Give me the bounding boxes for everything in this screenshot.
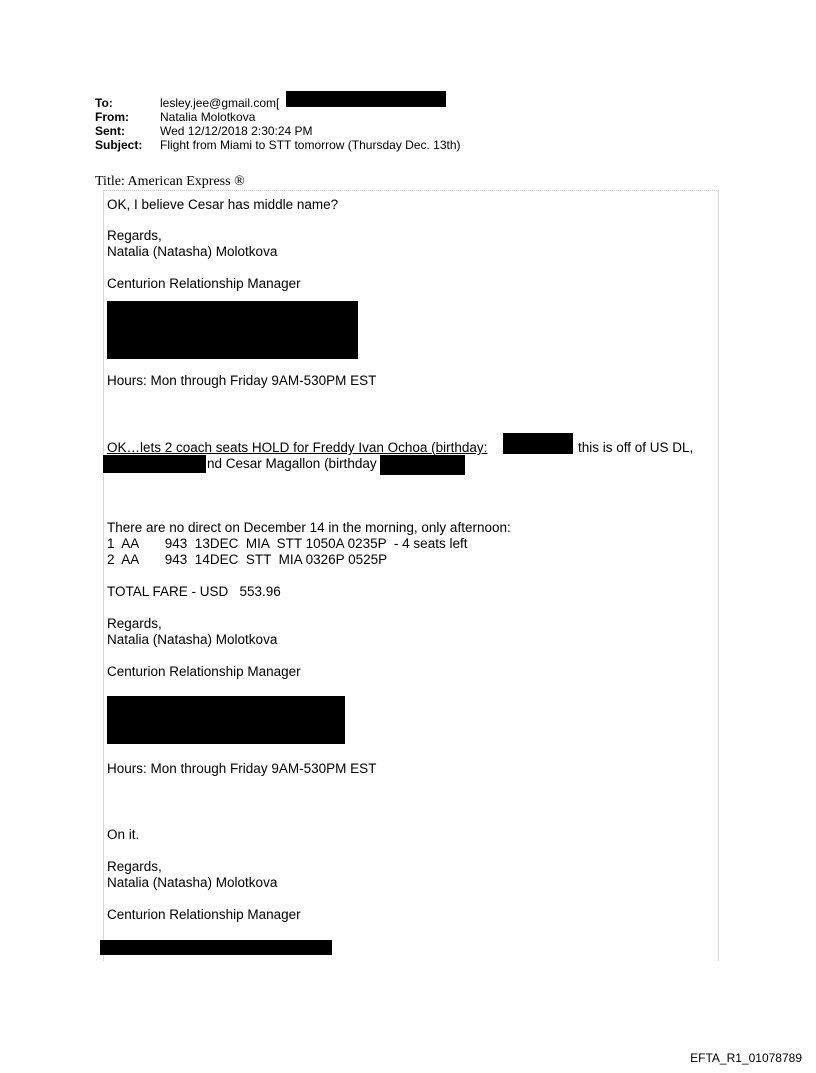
from-label: From: [95, 110, 129, 124]
from-value: Natalia Molotkova [160, 110, 256, 124]
redaction-birthday-2 [380, 455, 465, 475]
hours-1: Hours: Mon through Friday 9AM-530PM EST [107, 373, 377, 388]
signature-role-3: Centurion Relationship Manager [107, 907, 301, 922]
redaction-to-address [286, 91, 446, 107]
regards-1: Regards, [107, 228, 162, 243]
no-direct-text: There are no direct on December 14 in the morning, only afternoon: [107, 520, 511, 535]
regards-3: Regards, [107, 859, 162, 874]
to-value: lesley.jee@gmail.com[ [160, 96, 280, 110]
redaction-birthday-1 [503, 433, 573, 454]
hold-request-text: OK…lets 2 coach seats HOLD for Freddy Ivan Ochoa (birthday: [107, 440, 488, 455]
to-label: To: [95, 96, 113, 110]
hold-request-text-2: this is off of US DL, [578, 440, 694, 455]
signature-name-3: Natalia (Natasha) Molotkova [107, 875, 278, 890]
signature-name-2: Natalia (Natasha) Molotkova [107, 632, 278, 647]
flight-option-1: 1 AA 943 13DEC MIA STT 1050A 0235P - 4 seats left [107, 536, 468, 551]
sent-row [95, 124, 461, 138]
document-id: EFTA_R1_01078789 [690, 1051, 802, 1065]
on-it-text: On it. [107, 827, 140, 842]
signature-role-1: Centurion Relationship Manager [107, 276, 301, 291]
sent-label: Sent: [95, 124, 125, 138]
sent-value: Wed 12/12/2018 2:30:24 PM [160, 124, 313, 138]
redaction-contact-block-3 [100, 940, 332, 955]
from-row [95, 110, 461, 124]
signature-role-2: Centurion Relationship Manager [107, 664, 301, 679]
signature-name-1: Natalia (Natasha) Molotkova [107, 244, 278, 259]
subject-row [95, 138, 461, 152]
subject-value: Flight from Miami to STT tomorrow (Thursday Dec. 13th) [160, 138, 461, 152]
total-fare: TOTAL FARE - USD 553.96 [107, 584, 281, 599]
body-question: OK, I believe Cesar has middle name? [107, 197, 339, 212]
subject-label: Subject: [95, 138, 143, 152]
redaction-line-start [103, 455, 206, 473]
flight-option-2: 2 AA 943 14DEC STT MIA 0326P 0525P [107, 552, 388, 567]
hold-request-text-3: nd Cesar Magallon (birthday [207, 456, 377, 471]
hours-2: Hours: Mon through Friday 9AM-530PM EST [107, 761, 377, 776]
redaction-contact-block-1 [107, 301, 358, 359]
regards-2: Regards, [107, 616, 162, 631]
redaction-contact-block-2 [107, 696, 345, 744]
document-title: Title: American Express ® [95, 174, 245, 189]
